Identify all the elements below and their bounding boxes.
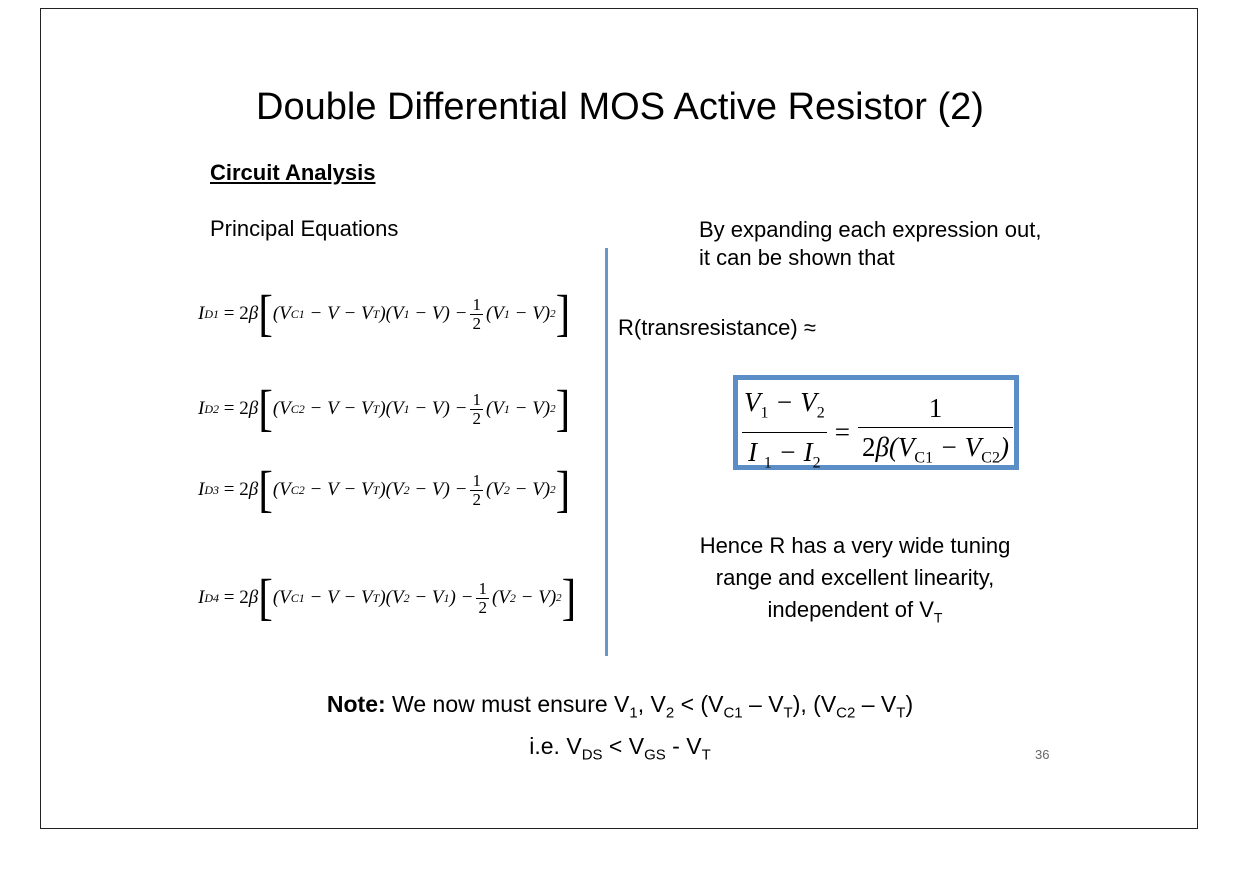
conclusion-line-3: independent of $V_T$ (767, 597, 943, 626)
conclusion-text (690, 530, 1020, 633)
note-line-1: Note: We now must ensure $V_1$, $V_2 < (V_{C1} - V_T)$, $(V_{C2} - V_T)$ (326, 691, 914, 722)
transresistance-label: R(transresistance) ≈ (618, 315, 816, 340)
principal-equations-label: Principal Equations (210, 216, 399, 241)
expand-line-1: By expanding each expression out, (699, 217, 1042, 242)
section-heading: Circuit Analysis (210, 160, 376, 185)
slide-title: Double Differential MOS Active Resistor (2) (256, 86, 984, 128)
conclusion-line-2: range and excellent linearity, (715, 565, 995, 590)
equation-id4: I D4 = 2 β [ (V C1 − V − V T )(V 2 − V 1 ) − $\frac{1}{2}$ (V 2 − V) 2 ] (198, 569, 577, 626)
expand-line-2: it can be shown that (699, 245, 895, 270)
expand-text (699, 216, 1041, 272)
vertical-divider (605, 248, 608, 656)
transresistance-equation: $\frac{V_1 - V_2}{I _1 - I_2}$ = $\frac{1}{2\beta(V_{C1} - V_{C2})}$ (742, 383, 1013, 483)
note-text (300, 688, 940, 771)
note-line-2: i.e. $V_{DS} < V_{GS} - V_T$ (529, 732, 711, 764)
page-number: 36 (1035, 747, 1050, 762)
conclusion-line-1: Hence R has a very wide tuning (699, 533, 1011, 558)
equation-id1: I D1 = 2 β [ (V C1 − V − V T )(V 1 − V) − $\frac{1}{2}$ (V 1 − V) 2 ] (198, 285, 571, 342)
equation-id2: I D2 = 2 β [ (V C2 − V − V T )(V 1 − V) − $\frac{1}{2}$ (V 1 − V) 2 ] (198, 380, 571, 437)
equation-id3: I D3 = 2 β [ (V C2 − V − V T )(V 2 − V) − $\frac{1}{2}$ (V 2 − V) 2 ] (198, 461, 571, 518)
